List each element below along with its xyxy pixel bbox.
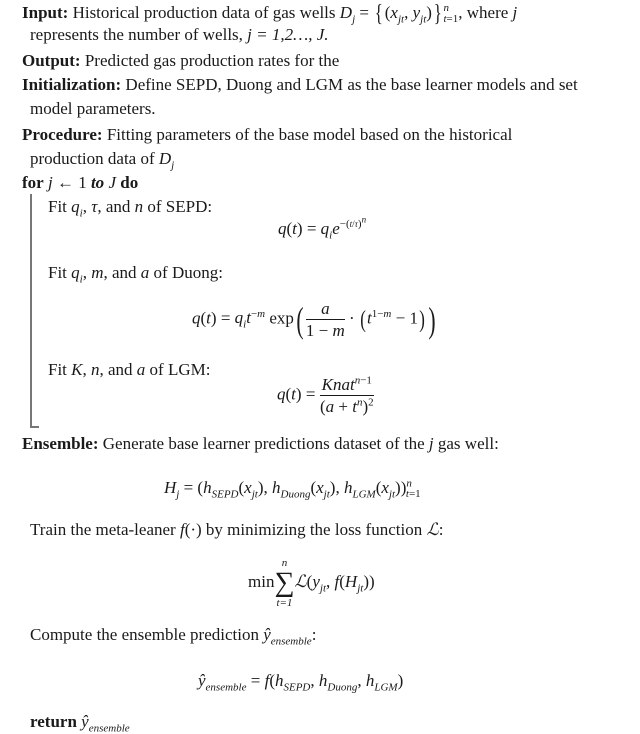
initialization-label: Initialization:	[22, 75, 122, 94]
input-set-expression: $D_j$ = { ($x_{jt}$, $y_{jt}$)} n t=1	[339, 1, 459, 28]
loop-block-bar	[30, 194, 32, 427]
lgm-equation: q(t) = $\frac{Knat^{n-1}}{(a + t^n)^2}$	[277, 374, 374, 416]
compute-text: Compute the ensemble prediction $ŷ_{ensemble}$:	[30, 625, 317, 648]
initialization-text: Define SEPD, Duong and LGM as the base learner models and set	[125, 75, 578, 94]
ensemble-line: Ensemble: Generate base learner predictions dataset of the j gas well:	[22, 434, 499, 453]
procedure-text: Fitting parameters of the base model based on the historical	[106, 125, 513, 144]
do-keyword: do	[120, 173, 139, 192]
initialization-line-2: model parameters.	[30, 99, 156, 118]
to-keyword: to	[90, 173, 105, 192]
procedure-line-2: production data of $D_j$	[30, 149, 175, 172]
input-text: Historical production data of gas wells	[72, 3, 336, 22]
input-line-2-text: represents the number of wells,	[30, 25, 243, 44]
sepd-equation: $q(t) = q_ie^{-(t/\tau)^n}$	[278, 214, 367, 242]
input-label: Input:	[22, 3, 69, 22]
return-keyword: return	[30, 712, 77, 731]
ensemble-label: Ensemble:	[22, 434, 99, 453]
initialization-line-1	[22, 74, 578, 95]
output-label: Output:	[22, 51, 81, 70]
for-loop-header: for j ← 1 to J do	[22, 173, 139, 192]
input-range: j = 1,2…, J.	[247, 25, 329, 44]
train-text: Train the meta-leaner f(·) by minimizing the loss function ℒ:	[30, 520, 444, 539]
ensemble-dataset-equation: $H_j = (h_{SEPD}(x_{jt})$, $h_{Duong}(x_{jt})$, $h_{LGM}(x_{jt}))^n_{t=1}$	[164, 477, 421, 501]
train-equation: min n ∑ t=1 $ℒ(y_{jt}$, $f(H_{jt})$)	[248, 557, 375, 609]
duong-equation: $q(t) = q_it^{-m}$ exp( $\frac{a}{1 - m}$ · $(t^{1-m} - 1)$ )	[192, 299, 436, 340]
return-line: return $ŷ_{ensemble}$	[30, 712, 130, 734]
procedure-label: Procedure:	[22, 125, 103, 144]
loop-block-foot	[30, 426, 39, 428]
for-keyword: for	[22, 173, 44, 192]
input-line-1: Input: Historical production data of gas wells $D_j$ = { ($x_{jt}$, $y_{jt}$)} n t=1, where j	[22, 1, 518, 28]
output-line	[22, 50, 339, 71]
output-text: Predicted gas production rates for the	[84, 51, 340, 70]
procedure-line-1	[22, 124, 512, 145]
duong-step-text: Fit $q_i$, m, and a of Duong:	[48, 263, 223, 286]
input-line-2	[30, 24, 329, 45]
sepd-step-text: Fit $q_i$, τ, and n of SEPD:	[48, 197, 213, 220]
lgm-step-text: Fit K, n, and a of LGM:	[48, 360, 211, 379]
compute-equation: $ŷ_{ensemble} = f(h_{SEPD}$, $h_{Duong}$, $h_{LGM}$)	[198, 671, 404, 694]
